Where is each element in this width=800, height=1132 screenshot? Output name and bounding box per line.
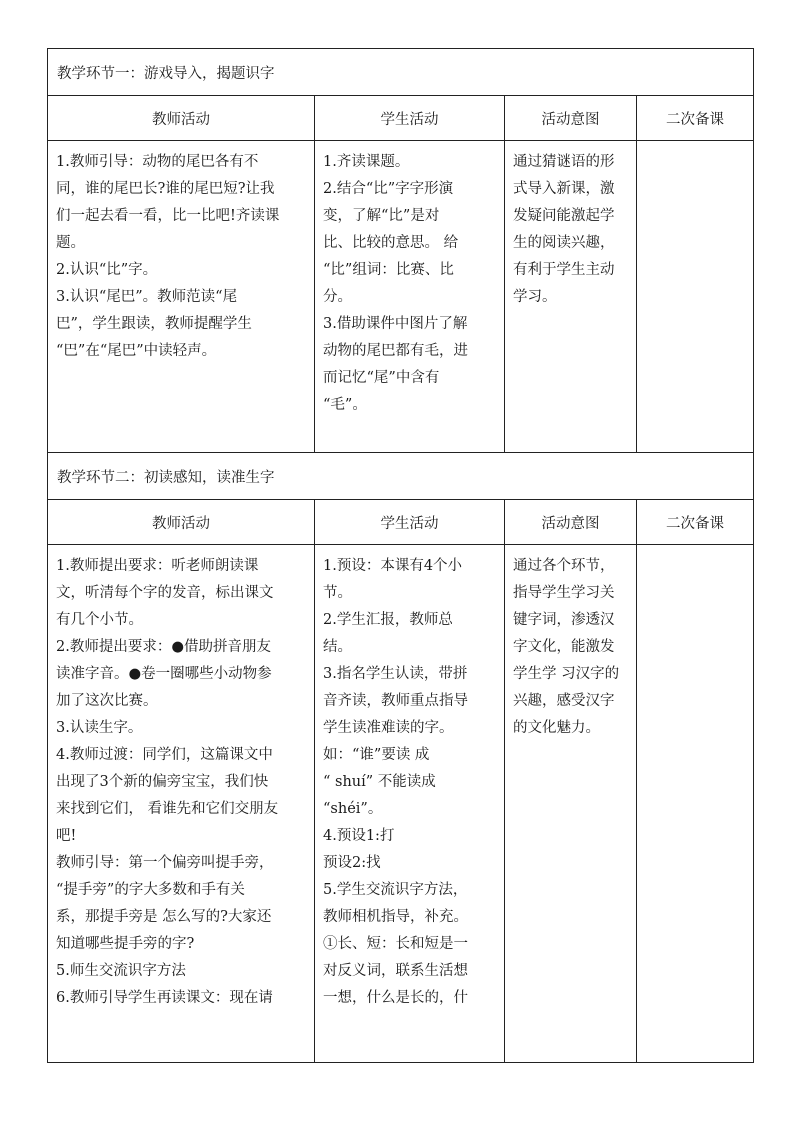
text-line: 结。	[323, 639, 352, 655]
header-teacher-activity: 教师活动	[48, 500, 315, 545]
text-line: 字文化，能激发	[513, 639, 615, 655]
text-line: 知道哪些提手旁的字?	[56, 936, 195, 952]
text-line: 对反义词，联系生活想	[323, 963, 468, 979]
text-line: “毛”。	[323, 397, 367, 413]
lesson-plan-table	[47, 48, 754, 1063]
text-line: 的文化魅力。	[513, 720, 600, 736]
text-line: “提手旁”的字大多数和手有关	[56, 882, 245, 898]
text-line: 有利于学生主动	[513, 262, 615, 278]
header-second-prep: 二次备课	[637, 500, 754, 545]
text-line: 2.教师提出要求：●借助拼音朋友	[56, 639, 271, 655]
text-line: 教师引导：第一个偏旁叫提手旁，	[56, 855, 274, 871]
section-1-activity-intent	[505, 141, 637, 453]
text-line: 巴”，学生跟读，教师提醒学生	[56, 316, 252, 332]
text-line: 变，了解“比”是对	[323, 208, 440, 224]
header-teacher-activity: 教师活动	[48, 96, 315, 141]
text-line: 而记忆“尾”中含有	[323, 370, 440, 386]
text-line: ①长、短：长和短是一	[323, 936, 468, 952]
text-line: 教师相机指导，补充。	[323, 909, 468, 925]
text-line: 4.教师过渡：同学们，这篇课文中	[56, 747, 273, 763]
text-line: 题。	[56, 235, 85, 251]
text-line: 加了这次比赛。	[56, 693, 158, 709]
header-student-activity: 学生活动	[315, 500, 505, 545]
text-line: 兴趣，感受汉字	[513, 693, 615, 709]
text-line: 如：“谁”要读 成	[323, 747, 430, 763]
section-1-teacher-activity	[48, 141, 315, 453]
text-line: 音齐读，教师重点指导	[323, 693, 468, 709]
text-line: 指导学生学习关	[513, 585, 615, 601]
text-line: 3.认读生字。	[56, 720, 143, 736]
section-1-title: 教学环节一：游戏导入，揭题识字	[48, 49, 754, 96]
section-2-title: 教学环节二：初读感知，读准生字	[48, 453, 754, 500]
text-line: 1.齐读课题。	[323, 154, 410, 170]
text-line: 学生读准难读的字。	[323, 720, 454, 736]
text-line: 动物的尾巴都有毛，进	[323, 343, 468, 359]
header-activity-intent: 活动意图	[505, 96, 637, 141]
text-line: 2.结合“比”字字形演	[323, 181, 454, 197]
header-second-prep: 二次备课	[637, 96, 754, 141]
text-line: 键字词，渗透汉	[513, 612, 615, 628]
text-line: 通过各个环节，	[513, 558, 615, 574]
header-activity-intent: 活动意图	[505, 500, 637, 545]
text-line: 分。	[323, 289, 352, 305]
text-line: 2.认识“比”字。	[56, 262, 158, 278]
text-line: 们一起去看一看，比一比吧!齐读课	[56, 208, 280, 224]
text-line: 文，听清每个字的发音，标出课文	[56, 585, 274, 601]
text-line: 发疑问能激起学	[513, 208, 615, 224]
text-line: “巴”在“尾巴”中读轻声。	[56, 343, 217, 359]
text-line: 式导入新课，激	[513, 181, 615, 197]
text-line: 学生学 习汉字的	[513, 666, 620, 682]
text-line: 3.认识“尾巴”。教师范读“尾	[56, 289, 238, 305]
text-line: 4.预设1:打	[323, 828, 395, 844]
text-line: 来找到它们， 看谁先和它们交朋友	[56, 801, 279, 817]
text-line: 2.学生汇报，教师总	[323, 612, 453, 628]
text-line: “shéi”。	[323, 801, 383, 817]
text-line: 同，谁的尾巴长?谁的尾巴短?让我	[56, 181, 275, 197]
text-line: “比”组词：比赛、比	[323, 262, 454, 278]
text-line: 1.教师引导：动物的尾巴各有不	[56, 154, 259, 170]
text-line: 1.预设：本课有4个小	[323, 558, 463, 574]
section-2-student-activity	[315, 545, 505, 1063]
text-line: 1.教师提出要求：听老师朗读课	[56, 558, 259, 574]
header-student-activity: 学生活动	[315, 96, 505, 141]
text-line: 6.教师引导学生再读课文：现在请	[56, 990, 273, 1006]
text-line: 3.指名学生认读，带拼	[323, 666, 468, 682]
text-line: 出现了3个新的偏旁宝宝，我们快	[56, 774, 269, 790]
text-line: 节。	[323, 585, 352, 601]
text-line: 比、比较的意思。 给	[323, 235, 459, 251]
text-line: 有几个小节。	[56, 612, 143, 628]
section-2-teacher-activity	[48, 545, 315, 1063]
text-line: “ shuí” 不能读成	[323, 774, 436, 790]
text-line: 吧!	[56, 828, 77, 844]
text-line: 5.师生交流识字方法	[56, 963, 186, 979]
text-line: 通过猜谜语的形	[513, 154, 615, 170]
text-line: 预设2:找	[323, 855, 381, 871]
section-2-activity-intent	[505, 545, 637, 1063]
text-line: 5.学生交流识字方法，	[323, 882, 468, 898]
text-line: 一想，什么是长的，什	[323, 990, 468, 1006]
section-2-second-prep	[637, 545, 754, 1063]
text-line: 读准字音。●卷一圈哪些小动物参	[56, 666, 272, 682]
section-1-student-activity	[315, 141, 505, 453]
section-1-second-prep	[637, 141, 754, 453]
text-line: 3.借助课件中图片了解	[323, 316, 468, 332]
text-line: 生的阅读兴趣，	[513, 235, 615, 251]
text-line: 学习。	[513, 289, 557, 305]
text-line: 系，那提手旁是 怎么写的?大家还	[56, 909, 272, 925]
